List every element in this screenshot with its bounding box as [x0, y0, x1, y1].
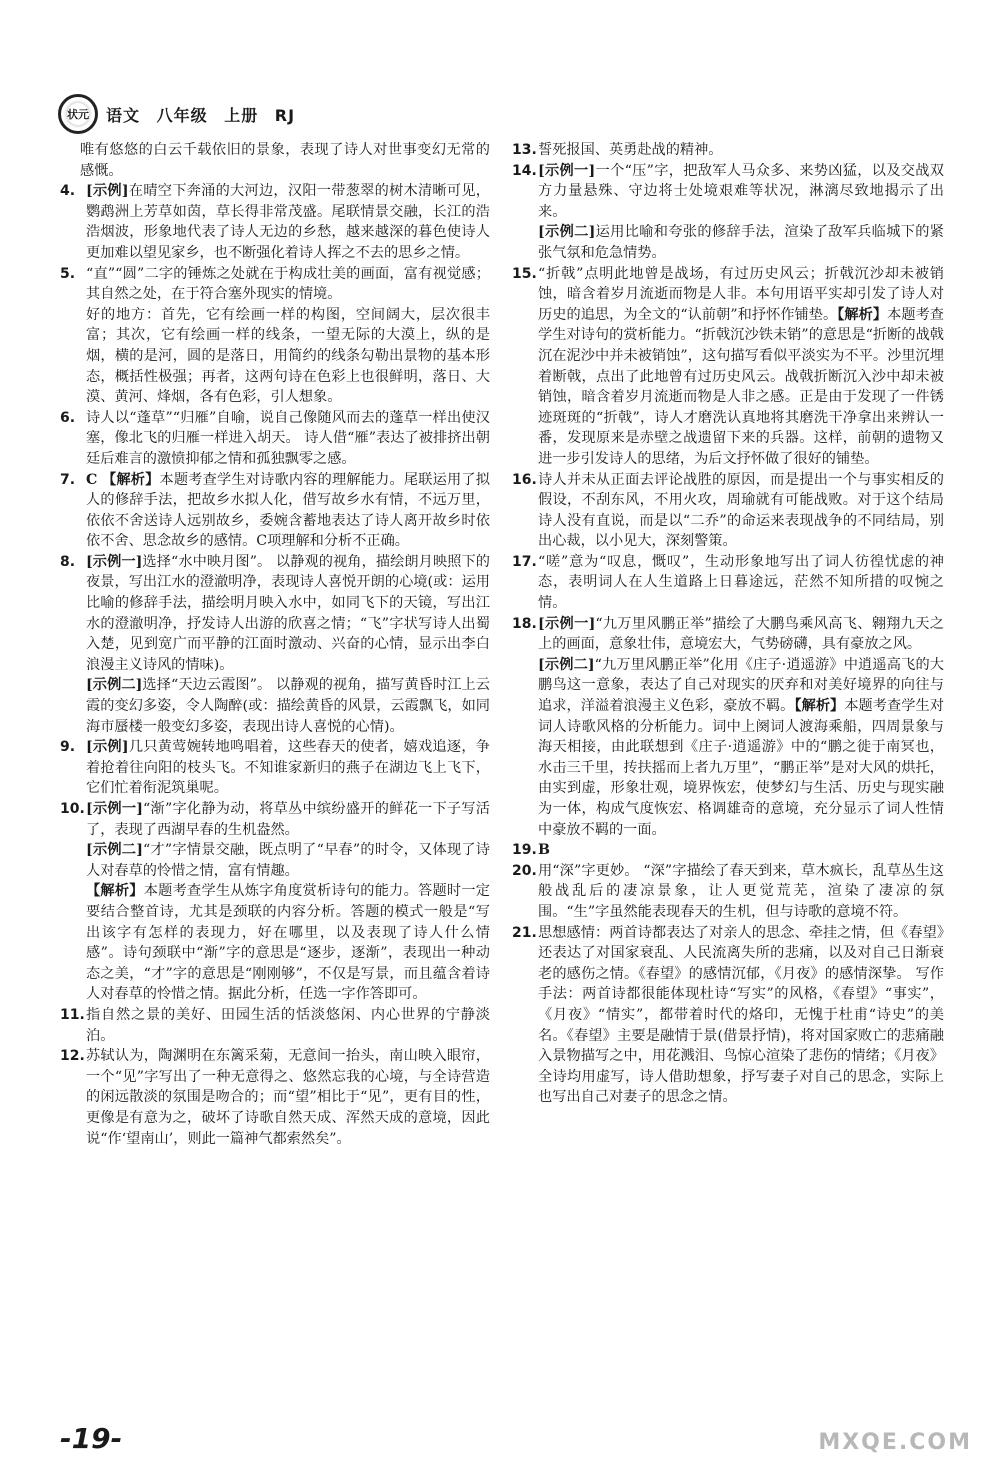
answer-text: 在晴空下奔涌的大河边，汉阳一带葱翠的树木清晰可见，鹦鹉洲上芳草如茵，草长得非常茂盛。尾联情景交融，长江的浩浩烟波，形象地代表了诗人无边的乡愁，越来越深的暮色使诗人更加难以望见家乡，也不断强化着诗人挥之不去的思乡之情。: [86, 183, 490, 261]
answer-text: “九万里风鹏正举”化用《庄子·逍遥游》中逍遥高飞的大鹏鸟这一意象，表达了自己对现实的厌弃和对美好境界的向往与追求，洋溢着浪漫主义色彩，豪放不羁。: [538, 656, 944, 715]
analysis-tag: 【解析】: [837, 306, 888, 323]
answer-11: [60, 1005, 490, 1046]
edition: RJ: [274, 105, 296, 125]
example-tag: [示例一]: [86, 801, 144, 817]
header-title: [106, 103, 305, 126]
example-tag: [示例二]: [86, 677, 143, 694]
answer-text: 本题考查学生从炼字角度赏析诗句的能力。答题时一定要结合整首诗，尤其是颈联的内容分析。答题的模式一般是“写出该字有怎样的表现力，好在哪里，以及表现了诗人什么情感”。诗句颈联中“渐”字的意思是“逐步，逐渐”，表现出一种动态之美，“才”字的意思是“刚刚够”，不仅是写景，而且蕴含着诗人对春草的怜惜之情。据此分析，任选一字作答即可。: [86, 883, 490, 1003]
analysis-tag: 【解析】: [102, 471, 160, 488]
answer-number: 15.: [512, 265, 537, 282]
answer-number: 13.: [512, 142, 537, 158]
answer-text: 选择“天边云霞图”。 以静观的视角，描写黄昏时江上云霞的变幻多姿，令人陶醉(或：描绘黄昏的风景，云霞飘飞，如同海市蜃楼一般变幻多姿，表现出诗人喜悦的心情)。: [86, 677, 490, 735]
answer-15: [512, 264, 944, 470]
analysis-tag: 【解析】: [86, 883, 144, 900]
answer-text: 指自然之景的美好、田园生活的恬淡悠闲、内心世界的宁静淡泊。: [86, 1006, 490, 1044]
answer-12: [60, 1046, 490, 1149]
answer-choice: B: [538, 842, 550, 859]
logo-text: 状元: [67, 108, 89, 121]
answer-16: [512, 470, 944, 552]
answer-number: 12.: [60, 1048, 85, 1065]
answer-text: 几只黄莺婉转地鸣唱着，这些春天的使者，嬉戏追逐，争着抢着往向阳的枝头飞。不知谁家新归的燕子在湖边飞上飞下，它们忙着衔泥筑巢呢。: [86, 739, 490, 797]
answer-number: 5.: [60, 265, 76, 282]
answer-number: 9.: [60, 739, 76, 756]
answer-text: “渐”字化静为动，将草丛中缤纷盛开的鲜花一下子写活了，表现了西湖早春的生机盎然。: [86, 801, 490, 838]
answer-text: “折戟”点明此地曾是战场，有过历史风云；折戟沉沙却未被销蚀，暗含着岁月流逝而物是人非。本句用语平实却引发了诗人对历史的追思，为全文的“认前朝”和抒怀作铺垫。: [538, 265, 944, 323]
answer-10: [60, 799, 490, 1005]
answer-number: 20.: [512, 862, 537, 879]
grade: 八年级: [156, 105, 208, 125]
answer-9: [60, 737, 490, 799]
answer-number: 17.: [512, 553, 537, 570]
intro-text: 唯有悠悠的白云千载依旧的景象，表现了诗人对世事变幻无常的感慨。: [80, 142, 490, 179]
answer-number: 14.: [512, 162, 537, 179]
answer-text: 运用比喻和夸张的修辞手法，渲染了敌军兵临城下的紧张气氛和危急情势。: [538, 224, 944, 261]
answer-20: [512, 861, 944, 923]
answer-text: 誓死报国、英勇赴战的精神。: [538, 142, 723, 158]
answer-text: 一个“压”字，把敌军人马众多、来势凶猛，以及交战双方力量悬殊、守边将士处境艰难等状况，淋漓尽致地揭示了出来。: [538, 162, 944, 220]
example-tag: [示例二]: [86, 842, 143, 859]
answer-text: 诗人以“蓬草”“归雁”自喻，说自己像随风而去的蓬草一样出使汉塞，像北飞的归雁一样进入胡天。 诗人借“雁”表达了被排挤出朝廷后难言的激愤抑郁之情和孤独飘零之感。: [86, 409, 490, 467]
answer-number: 18.: [512, 615, 537, 632]
answer-number: 7.: [60, 471, 76, 488]
answer-text: “直”“圆”二字的锤炼之处就在于构成壮美的画面，富有视觉感；其自然之处，在于符合塞外现实的情境。: [86, 265, 490, 303]
logo: [58, 94, 98, 134]
example-tag: [示例二]: [538, 224, 596, 241]
answer-number: 11.: [60, 1006, 85, 1023]
page-header: [58, 92, 958, 136]
answer-18: [512, 614, 944, 841]
example-tag: [示例]: [86, 183, 129, 200]
example-tag: [示例一]: [538, 162, 596, 179]
answer-text: “九万里风鹏正举”描绘了大鹏鸟乘风高飞、翱翔九天之上的画面，意象壮伟，意境宏大，气势磅礴，具有豪放之风。: [538, 615, 944, 653]
answer-text: 好的地方：首先，它有绘画一样的构图，空间阔大，层次很丰富；其次，它有绘画一样的线条，一望无际的大漠上，纵的是烟，横的是河，圆的是落日，用简约的线条勾勒出景物的基本形态，概括性极强；再者，这两句诗在色彩上也很鲜明，落日、大漠、黄河、烽烟，各有色彩，引人想象。: [86, 306, 490, 406]
answer-number: 6.: [60, 409, 76, 426]
answer-text: 本题考查学生对词人诗歌风格的分析能力。词中上阕词人渡海乘船，四周景象与海天相接，由此联想到《庄子·逍遥游》中的“鹏之徙于南冥也，水击三千里，抟扶摇而上者九万里”，“鹏正举”是对大风的烘托，由实到虚，形象壮观，境界恢宏，使梦幻与生活、历史与现实融为一体，构成气度恢宏、格调雄奇的意境，充分显示了词人性情中豪放不羁的一面。: [538, 698, 944, 838]
answer-number: 8.: [60, 553, 76, 570]
answer-text: 本题考查学生对诗句的赏析能力。“折戟沉沙铁未销”的意思是“折断的战戟沉在泥沙中并未被销蚀”，这句描写看似平淡实为不平。沙里沉埋着断戟，点出了此地曾有过历史风云。战戟折断沉入沙中却未被销蚀，暗含着岁月流逝而物是人非之感。正是由于发现了一件锈迹斑斑的“折戟”，诗人才磨洗认真地将其磨洗干净拿出来辨认一番，发现原来是赤壁之战遗留下来的兵器。这样，前朝的遗物又进一步引发诗人的思绪，为后文抒怀做了很好的铺垫。: [538, 306, 944, 467]
answer-number: 4.: [60, 183, 76, 200]
answer-text: “才”字情景交融，既点明了“早春”的时令，又体现了诗人对春草的怜惜之情，富有情趣。: [86, 842, 490, 879]
volume: 上册: [224, 105, 259, 125]
answer-19: [512, 840, 944, 861]
answer-number: 16.: [512, 471, 537, 488]
answer-17: [512, 552, 944, 614]
answer-text: 选择“水中映月图”。 以静观的视角，描绘朗月映照下的夜景，写出江水的澄澈明净，表现诗人喜悦开朗的心境(或：运用比喻的修辞手法，描绘明月映入水中，如同飞下的天镜，写出江水的澄澈明净，抒发诗人出游的欣喜之情；“飞”字状写诗人出蜀入楚，见到宽广而平静的江面时激动、兴奋的心情，显示出李白浪漫主义诗风的情味)。: [86, 553, 490, 673]
answer-21: [512, 923, 944, 1108]
answer-7: [60, 470, 490, 552]
answer-8: [60, 552, 490, 737]
answer-text: 用“深”字更妙。 “深”字描绘了春天到来，草木疯长，乱草丛生这般战乱后的凄凉景象，让人更觉荒芜，渲染了凄凉的氛围。“生”字虽然能表现春天的生机，但与诗歌的意境不符。: [538, 862, 944, 920]
answer-14: [512, 161, 944, 264]
answer-5: [60, 264, 490, 408]
answer-number: 21.: [512, 924, 537, 941]
answer-number: 19.: [512, 842, 537, 859]
answer-13: [512, 140, 944, 161]
answer-text: 思想感情：两首诗都表达了对亲人的思念、牵挂之情，但《春望》还表达了对国家衰乱、人民流离失所的悲痛，以及对自己日渐衰老的感伤之情。《春望》的感情沉郁，《月夜》的感情深挚。 写作手法：两首诗都很能体现杜诗“写实”的风格，《春望》“事实”，《月夜》“情实”，都带着时代的烙印，无愧于杜甫“诗史”的美名。《春望》主要是融情于景(借景抒情)，将对国家败亡的悲痛融入景物描写之中，用花溅泪、鸟惊心渲染了悲伤的情绪；《月夜》全诗均用虚写，诗人借助想象，抒写妻子对自己的思念，实际上也写出自己对妻子的思念之情。: [538, 924, 944, 1106]
answer-text: 苏轼认为，陶渊明在东篱采菊，无意间一抬头，南山映入眼帘，一个“见”字写出了一种无意得之、悠然忘我的心境，与全诗营造的闲远散淡的氛围是吻合的；而“望”相比于“见”，更有目的性，更像是有意为之，破坏了诗歌自然天成、浑然天成的意境，因此说“作‘望南山’，则此一篇神气都索然矣”。: [86, 1048, 490, 1147]
example-tag: [示例二]: [538, 656, 595, 673]
example-tag: [示例一]: [86, 553, 143, 570]
right-column: [512, 140, 944, 1108]
answer-number: 10.: [60, 801, 85, 817]
watermark: MXQE.COM: [818, 1430, 972, 1455]
subject: 语文: [106, 105, 141, 125]
answer-text: 诗人并未从正面去评论战胜的原因，而是提出一个与事实相反的假设，不刮东风，不用火攻，周瑜就有可能战败。对于这个结局诗人没有直说，而是以“二乔”的命运来表现战争的不同结局，别出心裁，以小见大，深刻警策。: [538, 471, 944, 550]
answer-6: [60, 408, 490, 470]
example-tag: [示例一]: [538, 615, 596, 632]
answer-4: [60, 181, 490, 263]
left-column: [60, 140, 490, 1149]
answer-text: “嗟”意为“叹息，慨叹”，生动形象地写出了词人彷徨忧虑的神态，表明词人在人生道路上日暮途远，茫然不知所措的叹惋之情。: [538, 553, 944, 612]
analysis-tag: 【解析】: [794, 698, 845, 715]
answer-choice: C: [86, 471, 98, 488]
page-number: -19-: [60, 1422, 123, 1455]
answer-text: 本题考查学生对诗歌内容的理解能力。尾联运用了拟人的修辞手法，把故乡水拟人化，借写故乡水有情，不远万里，依依不舍送诗人远别故乡，委婉含蓄地表达了诗人离开故乡时依依不舍、思念故乡的感情。C项理解和分析不正确。: [86, 471, 490, 550]
example-tag: [示例]: [86, 739, 129, 756]
